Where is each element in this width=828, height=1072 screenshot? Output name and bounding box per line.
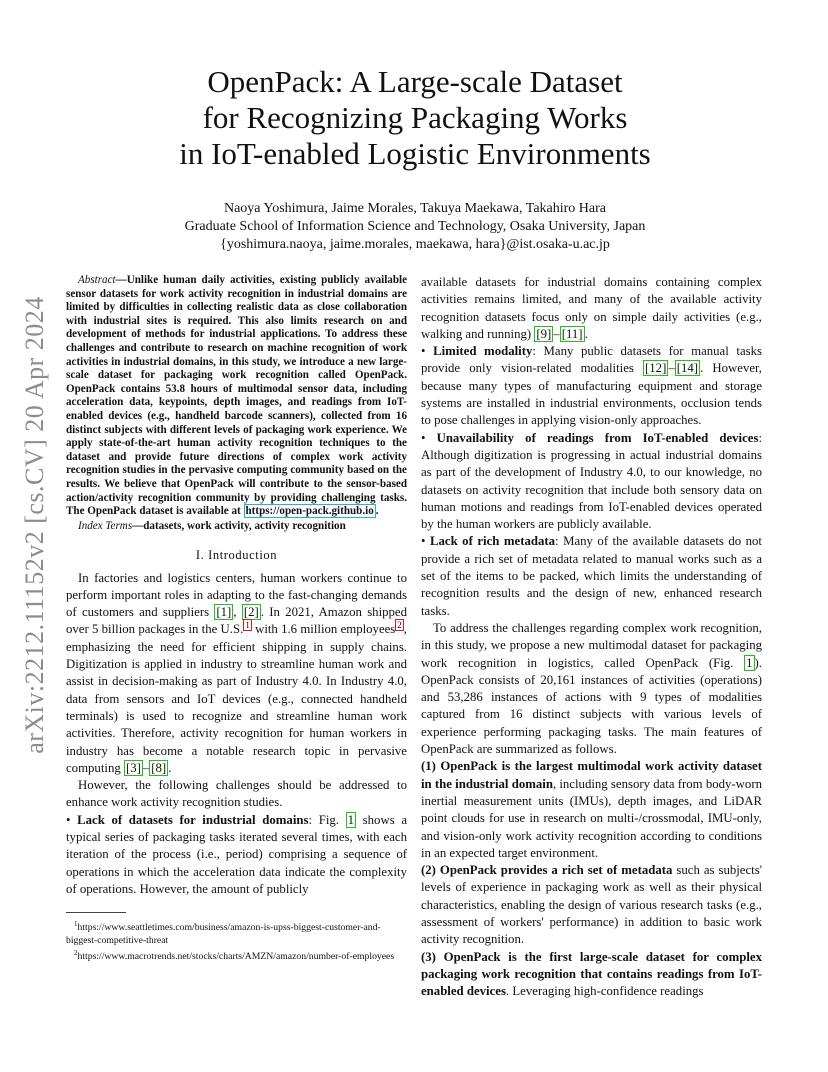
- challenge-item: • Lack of rich metadata: Many of the available datasets do not provide a rich set of metadata related to manual works such as a set of the items to be packed, which limits the understanding of recognition results and the design of new, enhanced research tasks.: [421, 534, 762, 618]
- footnote: $^2$https://www.macrotrends.net/stocks/charts/AMZN/amazon/number-of-employees: [74, 948, 395, 963]
- body-paragraph: To address the challenges regarding complex work recognition, in this study, we propose a new multimodal dataset for packaging work recognition in logistics, called OpenPack (Fig. 1 ). OpenPack consists of 20,161 instances of activities (operations) and 53,286 instances of actions with 9 types of modalities captured from 16 distinct subjects with various levels of experience performing packaging tasks. The main features of OpenPack are summarized as follows.: [421, 620, 762, 757]
- abstract-label: Abstract: [78, 274, 116, 286]
- author-emails: {yoshimura.naoya, jaime.morales, maekawa, hara}@ist.osaka-u.ac.jp: [220, 237, 610, 252]
- abstract-text: Unlike human daily activities, existing publicly available sensor datasets for work activity recognition in industrial domains are limited by difficulties in collecting realistic data as close collaboration with industrial sites is required. This also limits research on and development of methods for industrial applications. To address these challenges and contribute to research on machine recognition of work activities in industrial domains, in this study, we introduce a new large-scale dataset for packaging work recognition called OpenPack. OpenPack contains 53.8 hours of multimodal sensor data, including acceleration data, keypoints, depth images, and readings from IoT-enabled devices (e.g., handheld barcode scanners), collected from 16 distinct subjects with different levels of packaging work experience. We apply state-of-the-art human activity recognition techniques to the dataset and provide future directions of complex work activity recognition studies in the pervasive computing community based on the results. We believe that OpenPack will contribute to the sensor-based action/activity recognition community by providing challenging tasks. The OpenPack dataset is available at: [66, 274, 407, 518]
- paper-title: [90, 64, 740, 172]
- figure-link[interactable]: 1: [347, 812, 355, 827]
- contribution-item: (2) OpenPack provides a rich set of metadata such as subjects' levels of experience in packaging work as well as their physical characteristics, enabling the design of various research tasks (e.g., assessment of workers' performance) in addition to basic work activity recognition.: [421, 863, 763, 947]
- dataset-link[interactable]: https://open-pack.github.io: [245, 505, 374, 518]
- citation-link[interactable]: [9]: [536, 326, 552, 341]
- contribution-item: (1) OpenPack is the largest multimodal work activity dataset in the industrial domain, including sensory data from body-worn inertial measurement units (IMUs), depth images, and LiDAR point clouds for use in research on multi-/crossmodal, IMU-only, and vision-only work activity recognition according to conditions in an expected target environment.: [421, 759, 762, 860]
- bullet-icon: •: [421, 344, 434, 359]
- arxiv-identifier-text: arXiv:2212.11152v2 [cs.CV] 20 Apr 2024: [20, 296, 49, 754]
- section-heading: I. Introduction: [195, 548, 278, 563]
- left-column: [66, 274, 407, 963]
- citation-link[interactable]: [8]: [151, 760, 167, 775]
- body-paragraph: available datasets for industrial domains containing complex activities remains limited, and many of the available activity recognition datasets focus only on simple daily activities (e.g., walking and running) [9] – [11] .: [421, 275, 762, 341]
- footnote-link[interactable]: 2: [397, 620, 402, 631]
- bullet-icon: •: [66, 812, 78, 827]
- title-line: OpenPack: A Large-scale Dataset: [207, 64, 623, 99]
- author-names: Naoya Yoshimura, Jaime Morales, Takuya Maekawa, Takahiro Hara: [223, 201, 607, 216]
- index-terms-text: —datasets, work activity, activity recognition: [132, 519, 346, 532]
- bullet-icon: •: [421, 430, 437, 445]
- citation-link[interactable]: [2]: [243, 605, 259, 620]
- citation-link[interactable]: [14]: [676, 361, 699, 376]
- intro-paragraph: However, the following challenges should be addressed to enhance work activity recognition studies.: [66, 778, 407, 810]
- index-terms: [66, 520, 407, 534]
- abstract-end: .: [375, 505, 379, 518]
- bullet-icon: •: [421, 534, 430, 549]
- citation-link[interactable]: [11]: [561, 326, 583, 341]
- footnote-rule: [66, 912, 126, 913]
- footnote-link[interactable]: 1: [245, 620, 250, 631]
- challenge-item: • Unavailability of readings from IoT-enabled devices: Although digitization is progressing in actual industrial domains as part of the development of Industry 4.0, to our knowledge, no datasets on activity recognition that include both sensory data on human motions and readings from IoT-enabled devices operated by the human workers are publicly available.: [421, 430, 762, 532]
- title-line: for Recognizing Packaging Works: [202, 100, 628, 135]
- right-column: [421, 274, 762, 1000]
- figure-link[interactable]: 1: [746, 655, 753, 670]
- arxiv-identifier: [18, 290, 52, 760]
- index-terms-label: Index Terms: [78, 519, 133, 532]
- title-line: in IoT-enabled Logistic Environments: [179, 136, 651, 171]
- challenge-item: • Lack of datasets for industrial domains: Fig. 1 shows a typical series of packaging tasks iterated several times, with each iteration of the process (i.e., period) comprising a sequence of operations in which the acceleration data indicate the complexity of operations. However, the amount of publicly: [66, 812, 407, 896]
- abstract: [66, 274, 407, 519]
- affiliation: Graduate School of Information Science and Technology, Osaka University, Japan: [184, 219, 646, 234]
- citation-link[interactable]: [3]: [125, 760, 141, 775]
- challenge-item: • Limited modality: Many public datasets for manual tasks provide only vision-related modalities [12] – [14] . However, because many types of manufacturing equipment and storage systems are installed in industrial environments, occlusion tends to pose challenges in applying vision-only approaches.: [421, 344, 762, 428]
- citation-link[interactable]: [12]: [645, 361, 667, 376]
- footnotes: [66, 912, 407, 963]
- contribution-item: (3) OpenPack is the first large-scale dataset for complex packaging work recognition that contains readings from IoT-enabled devices. Leveraging high-confidence readings: [421, 949, 762, 999]
- footnote: $^1$https://www.seattletimes.com/business/amazon-is-upss-biggest-customer-and-biggest-competitive-threat: [66, 920, 381, 946]
- abstract-dash: —: [115, 274, 127, 286]
- intro-paragraph: In factories and logistics centers, human workers continue to perform important roles in adapting to the fast-changing demands of customers and suppliers [1] , [2] . In 2021, Amazon shipped over 5 billion packages in the U.S. $^1$ with 1.6 million employees $^2$ , emphasizing the need for efficient shipping in supply chains. Digitization is applied in industry to streamline human work and assist in decision-making as part of Industry 4.0. In Industry 4.0, data from sensors and IoT devices (e.g., connected handheld terminals) is used to recognize and streamline human work activities. Therefore, activity recognition for human workers in industry has become a notable research topic in pervasive computing [3] – [8] .: [66, 570, 407, 775]
- citation-link[interactable]: [1]: [216, 605, 232, 620]
- author-block: [90, 200, 740, 254]
